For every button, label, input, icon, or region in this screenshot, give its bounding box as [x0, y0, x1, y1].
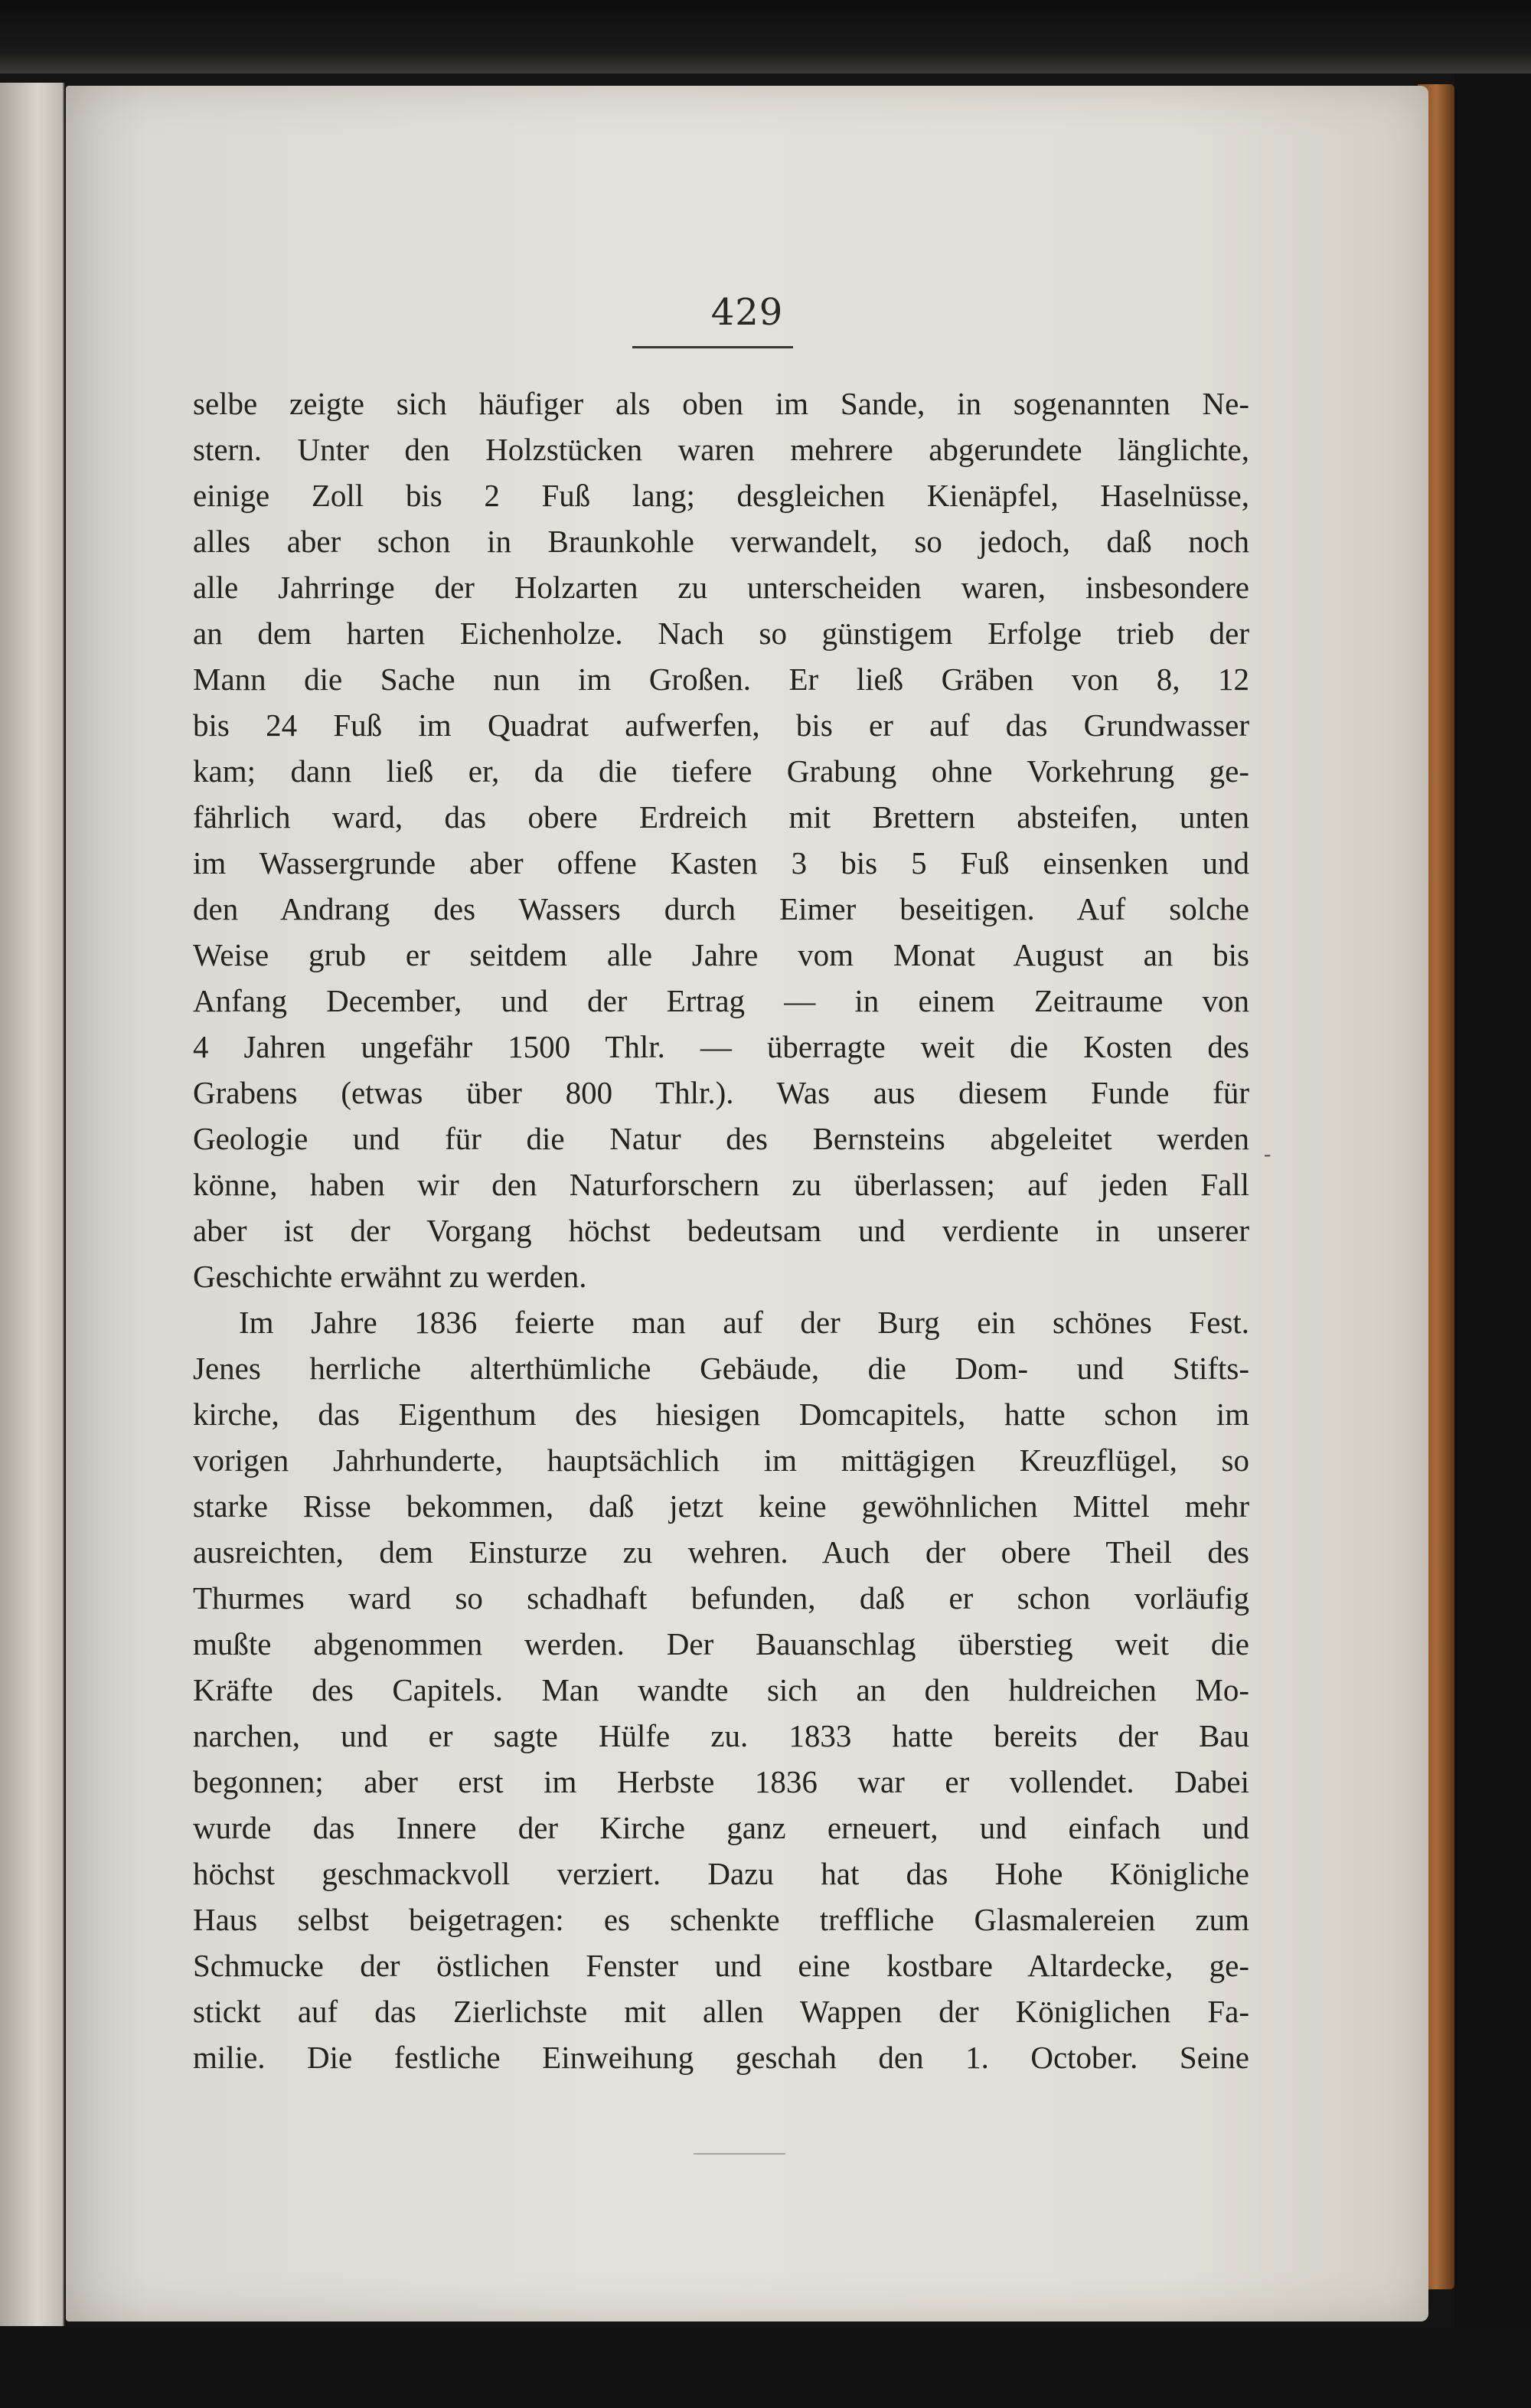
- body-text: [193, 381, 1249, 2080]
- page-smudge: [694, 2153, 785, 2155]
- text-line: fährlich ward, das obere Erdreich mit Brettern absteifen, unten: [193, 799, 1249, 835]
- text-line: vorigen Jahrhunderte, hauptsächlich im mittägigen Kreuzflügel, so: [193, 1443, 1249, 1478]
- text-line: narchen, und er sagte Hülfe zu. 1833 hatte bereits der Bau: [193, 1718, 1249, 1753]
- text-line: Mann die Sache nun im Großen. Er ließ Gräben von 8, 12: [193, 662, 1249, 697]
- text-line: aber ist der Vorgang höchst bedeutsam und verdiente in unserer: [193, 1213, 1249, 1248]
- text-line: wurde das Innere der Kirche ganz erneuert, und einfach und: [193, 1810, 1249, 1845]
- page-number: 429: [710, 291, 784, 334]
- text-line: höchst geschmackvoll verziert. Dazu hat das Hohe Königliche: [193, 1856, 1249, 1891]
- text-line: Geologie und für die Natur des Bernsteins abgeleitet werden: [193, 1121, 1249, 1156]
- text-line: ausreichten, dem Einsturze zu wehren. Auch der obere Theil des: [193, 1534, 1249, 1570]
- text-line: Thurmes ward so schadhaft befunden, daß er schon vorläufig: [193, 1580, 1249, 1616]
- text-line: stern. Unter den Holzstücken waren mehrere abgerundete länglichte,: [193, 432, 1249, 467]
- text-line: bis 24 Fuß im Quadrat aufwerfen, bis er auf das Grundwasser: [193, 707, 1249, 743]
- bottom-background: [0, 2328, 1531, 2408]
- text-line: alles aber schon in Braunkohle verwandelt, so jedoch, daß noch: [193, 524, 1249, 559]
- book-page: [66, 86, 1428, 2321]
- text-line: kam; dann ließ er, da die tiefere Grabung ohne Vorkehrung ge-: [193, 753, 1249, 789]
- text-line: im Wassergrunde aber offene Kasten 3 bis 5 Fuß einsenken und: [193, 845, 1249, 881]
- text-line: Geschichte erwähnt zu werden.: [193, 1259, 587, 1294]
- text-line: stickt auf das Zierlichste mit allen Wappen der Königlichen Fa-: [193, 1994, 1249, 2029]
- text-line: Anfang December, und der Ertrag — in einem Zeitraume von: [193, 983, 1249, 1018]
- margin-mark: -: [1264, 1142, 1271, 1166]
- text-line: Kräfte des Capitels. Man wandte sich an den huldreichen Mo-: [193, 1672, 1249, 1707]
- text-line: selbe zeigte sich häufiger als oben im Sande, in sogenannten Ne-: [193, 386, 1249, 421]
- text-line: einige Zoll bis 2 Fuß lang; desgleichen Kienäpfel, Haselnüsse,: [193, 478, 1249, 513]
- text-line: könne, haben wir den Naturforschern zu überlassen; auf jeden Fall: [193, 1167, 1249, 1202]
- right-background: [1454, 74, 1531, 2408]
- text-line: kirche, das Eigenthum des hiesigen Domcapitels, hatte schon im: [193, 1397, 1249, 1432]
- text-line: Grabens (etwas über 800 Thlr.). Was aus diesem Funde für: [193, 1075, 1249, 1110]
- text-line: Im Jahre 1836 feierte man auf der Burg ein schönes Fest.: [239, 1305, 1249, 1340]
- text-line: Schmucke der östlichen Fenster und eine kostbare Altardecke, ge-: [193, 1948, 1249, 1983]
- text-line: mußte abgenommen werden. Der Bauanschlag überstieg weit die: [193, 1626, 1249, 1661]
- text-line: 4 Jahren ungefähr 1500 Thlr. — überragte weit die Kosten des: [193, 1029, 1249, 1064]
- text-line: starke Risse bekommen, daß jetzt keine gewöhnlichen Mittel mehr: [193, 1488, 1249, 1524]
- text-line: den Andrang des Wassers durch Eimer beseitigen. Auf solche: [193, 891, 1249, 926]
- text-line: an dem harten Eichenholze. Nach so günstigem Erfolge trieb der: [193, 616, 1249, 651]
- top-binding-edge: [0, 0, 1531, 74]
- text-line: milie. Die festliche Einweihung geschah den 1. October. Seine: [193, 2040, 1249, 2075]
- text-line: Haus selbst beigetragen: es schenkte treffliche Glasmalereien zum: [193, 1902, 1249, 1937]
- facing-page-edge: [0, 83, 64, 2326]
- text-line: Weise grub er seitdem alle Jahre vom Monat August an bis: [193, 937, 1249, 972]
- text-line: Jenes herrliche alterthümliche Gebäude, die Dom- und Stifts-: [193, 1351, 1249, 1386]
- text-line: begonnen; aber erst im Herbste 1836 war er vollendet. Dabei: [193, 1764, 1249, 1799]
- text-line: alle Jahrringe der Holzarten zu unterscheiden waren, insbesondere: [193, 570, 1249, 605]
- header-rule: [632, 346, 793, 348]
